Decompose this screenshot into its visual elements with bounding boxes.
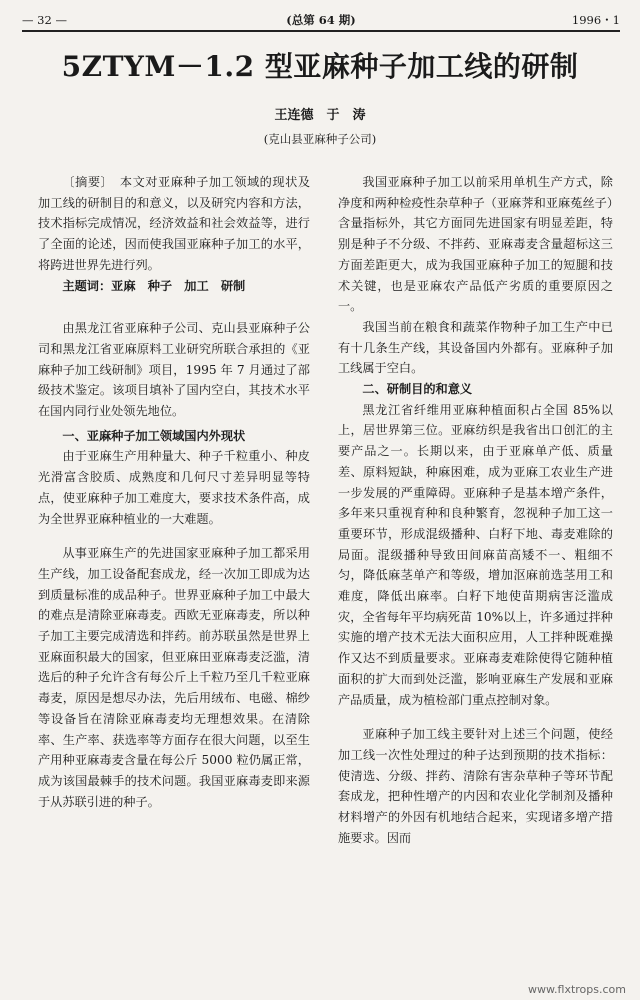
paragraph: 从事亚麻生产的先进国家亚麻种子加工都采用生产线，加工设备配套成龙，经一次加工即成为达到质量标准的成品种子。世界亚麻种子加工中最大的难点是清除亚麻毒麦。西欧无亚麻毒麦，所以种子加工主要完成清选和拌药。前苏联虽然是世界上亚麻面积最大的国家，但亚麻田亚麻毒麦泛滥，清选后的种子允许含有每公斤上千粒乃至几千粒亚麻毒麦，原因是想尽办法，先后用绒布、电磁、棉纱等设备旨在清除亚麻毒麦均无理想效果。在清除率、生产率、获选率等方面存在很大问题，以至生产用种亚麻毒麦含量在每公斤 5000 粒仍属正常，成为该国最棘手的技术问题。我国亚麻毒麦即来源于从苏联引进的种子。 bbox=[38, 546, 310, 809]
running-header bbox=[22, 12, 620, 28]
paper-title: 5ZTYM－1.2 型亚麻种子加工线的研制 bbox=[61, 50, 579, 83]
intro-paragraph: 由黑龙江省亚麻种子公司、克山县亚麻种子公司和黑龙江省亚麻原料工业研究所联合承担的《亚麻种子加工线研制》项目，1995 年 7 月通过了部级技术鉴定。该项目填补了国内空白，其技术水平在国内同行业处领先地位。 bbox=[38, 321, 310, 419]
paragraph: 黑龙江省纤维用亚麻种植面积占全国 85%以上，居世界第三位。亚麻纺织是我省出口创汇的主要产品之一。长期以来，由于亚麻单产低、质量差、原料短缺，种麻困难，成为亚麻工农业生产进一步发展的严重障碍。亚麻种子是基本增产条件，多年来只重视育种和良种繁育，忽视种子加工这一重要环节，形成混级播种、白籽下地、毒麦难除的局面。混级播种导致田间麻苗高矮不一、粗细不匀，降低麻茎单产和等级，增加沤麻前选茎用工和难度，降低出麻率。白籽下地使苗期病害泛滥成灾，全省每年平均病死苗 10%以上，许多通过拌种实施的增产技术无法大面积应用，人工拌种既难操作又达不到质量要求。亚麻毒麦难除使得它随种植面积的扩大而到处泛滥，影响亚麻生产发展和亚麻产品质量，成为植检部门重点控制对象。 bbox=[338, 402, 613, 707]
left-column bbox=[38, 172, 310, 812]
keywords-line bbox=[38, 276, 310, 297]
affiliation: (克山县亚麻种子公司) bbox=[263, 132, 377, 146]
keywords: 亚麻 种子 加工 研制 bbox=[111, 278, 246, 293]
page-number: — 32 — bbox=[22, 13, 67, 27]
paragraph: 我国亚麻种子加工以前采用单机生产方式，除净度和两种检疫性杂草种子（亚麻荠和亚麻菟丝子）含量指标外，其它方面同先进国家有明显差距，特别是种子不分级、不拌药、亚麻毒麦含量超标这三方面差距更大，成为我国亚麻种子加工的短腿和技术关键，也是亚麻农产品低产劣质的重要原因之一。 bbox=[338, 175, 613, 314]
issue-number: (总第 64 期) bbox=[286, 13, 356, 27]
authors: 王连德 于 涛 bbox=[274, 108, 366, 123]
right-column bbox=[338, 172, 613, 849]
keywords-label: 主题词： bbox=[62, 278, 112, 293]
abstract-label: 〔摘要〕 bbox=[62, 175, 108, 189]
paragraph: 亚麻种子加工线主要针对上述三个问题，使经加工线一次性处理过的种子达到预期的技术指标：使清选、分级、拌药、清除有害杂草种子等环节配套成龙，把种性增产的内因和农业化学制剂及播种材料增产的外因有机地结合起来，实现诸多增产措施要求。因而 bbox=[338, 727, 613, 845]
issue-date: 1996・1 bbox=[571, 13, 620, 27]
abstract-text: 本文对亚麻种子加工领域的现状及加工线的研制目的和意义，以及研究内容和方法，技术指标完成情况，经济效益和社会效益等，进行了全面的论述，因而使我国亚麻种子加工的水平，将跨进世界先进行列。 bbox=[38, 175, 311, 272]
abstract bbox=[38, 172, 310, 276]
watermark: www.flxtrops.com bbox=[528, 983, 626, 996]
paragraph: 由于亚麻生产用种量大、种子千粒重小、种皮光滑富含胶质、成熟度和几何尺寸差异明显等特点，使亚麻种子加工难度大，要求技术条件高，成为全世界亚麻种植业的一大难题。 bbox=[38, 449, 310, 526]
section-heading-1: 一、亚麻种子加工领域国内外现状 bbox=[62, 428, 246, 443]
section-heading-2: 二、研制目的和意义 bbox=[362, 382, 473, 397]
paragraph: 我国当前在粮食和蔬菜作物种子加工生产中已有十几条生产线，其设备国内外都有。亚麻种子加工线属于空白。 bbox=[338, 319, 613, 376]
header-rule bbox=[22, 30, 620, 32]
